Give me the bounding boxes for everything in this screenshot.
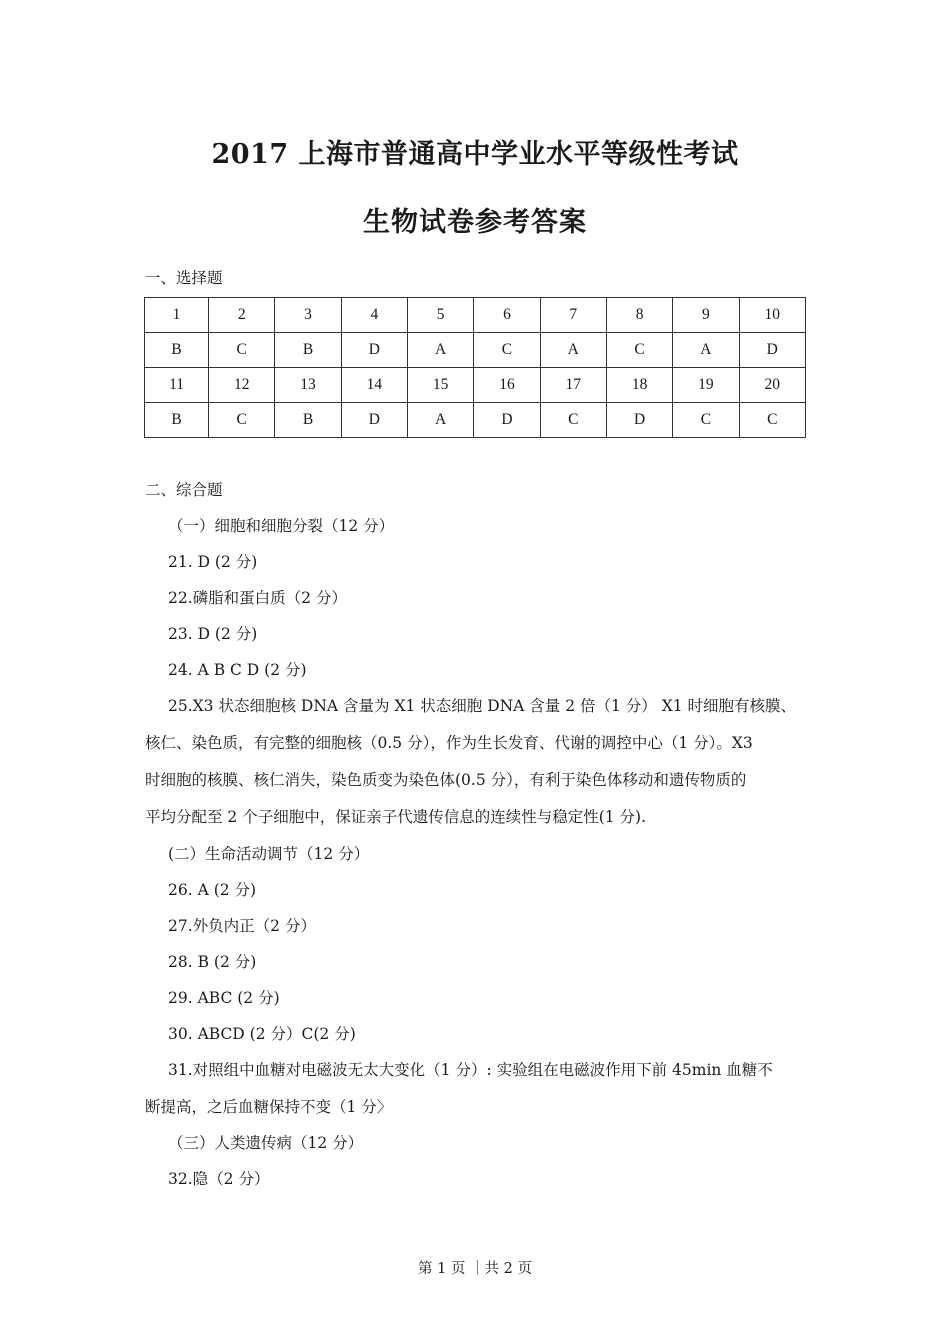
part-3-heading: （三）人类遗传病（12 分） — [168, 1134, 364, 1152]
answer-25-line-2: 核仁、染色质，有完整的细胞核（0.5 分），作为生长发育、代谢的调控中心（1 分）。X3 — [145, 734, 753, 752]
answer-23: 23. D (2 分) — [168, 625, 258, 643]
table-cell: C — [474, 333, 540, 368]
table-row — [145, 403, 806, 438]
answer-25-line-4: 平均分配至 2 个子细胞中，保证亲子代遗传信息的连续性与稳定性(1 分). — [145, 808, 647, 826]
answer-32: 32.隐（2 分） — [168, 1170, 270, 1188]
page-footer: 第 1 页 ｜共 2 页 — [418, 1261, 532, 1277]
table-cell: 12 — [209, 368, 275, 403]
table-cell: D — [739, 333, 805, 368]
table-cell: 17 — [540, 368, 606, 403]
table-cell: C — [540, 403, 606, 438]
answer-31-line-1: 31.对照组中血糖对电磁波无太大变化（1 分）: 实验组在电磁波作用下前 45min 血糖不 — [168, 1061, 773, 1079]
table-row — [145, 333, 806, 368]
part-2-heading: (二）生命活动调节（12 分） — [168, 845, 370, 863]
answer-25-line-1: 25.X3 状态细胞核 DNA 含量为 X1 状态细胞 DNA 含量 2 倍（1 分） X1 时细胞有核膜、 — [168, 697, 797, 715]
table-cell: 19 — [673, 368, 739, 403]
answer-27: 27.外负内正（2 分） — [168, 917, 316, 935]
table-cell: 20 — [739, 368, 805, 403]
table-cell: A — [673, 333, 739, 368]
table-cell: 14 — [341, 368, 407, 403]
table-cell: A — [408, 333, 474, 368]
table-cell: B — [275, 333, 341, 368]
answer-22: 22.磷脂和蛋白质（2 分） — [168, 589, 347, 607]
table-cell: 1 — [145, 298, 209, 333]
table-cell: D — [341, 333, 407, 368]
table-cell: B — [275, 403, 341, 438]
table-cell: D — [474, 403, 540, 438]
table-cell: D — [606, 403, 672, 438]
table-cell: C — [673, 403, 739, 438]
table-cell: 5 — [408, 298, 474, 333]
table-cell: C — [606, 333, 672, 368]
title-line-1: 2017 上海市普通高中学业水平等级性考试 — [211, 139, 739, 170]
table-cell: 7 — [540, 298, 606, 333]
table-cell: 18 — [606, 368, 672, 403]
table-row — [145, 298, 806, 333]
table-cell: 6 — [474, 298, 540, 333]
title-line-2: 生物试卷参考答案 — [363, 207, 587, 238]
table-cell: A — [408, 403, 474, 438]
answer-30: 30. ABCD (2 分）C(2 分) — [168, 1025, 356, 1043]
part-1-heading: （一）细胞和细胞分裂（12 分） — [168, 517, 395, 535]
table-cell: A — [540, 333, 606, 368]
table-cell: 8 — [606, 298, 672, 333]
answer-29: 29. ABC (2 分) — [168, 989, 280, 1007]
table-cell: 13 — [275, 368, 341, 403]
answer-table — [144, 297, 806, 438]
table-cell: B — [145, 403, 209, 438]
table-cell: C — [739, 403, 805, 438]
table-row — [145, 368, 806, 403]
table-cell: 4 — [341, 298, 407, 333]
table-cell: 16 — [474, 368, 540, 403]
table-cell: B — [145, 333, 209, 368]
table-cell: 11 — [145, 368, 209, 403]
table-cell: C — [209, 333, 275, 368]
table-cell: 3 — [275, 298, 341, 333]
answer-26: 26. A (2 分) — [168, 881, 257, 899]
table-cell: C — [209, 403, 275, 438]
table-cell: 10 — [739, 298, 805, 333]
answer-28: 28. B (2 分) — [168, 953, 257, 971]
table-cell: D — [341, 403, 407, 438]
table-cell: 9 — [673, 298, 739, 333]
table-cell: 15 — [408, 368, 474, 403]
section-comprehensive-heading: 二、综合题 — [145, 481, 223, 499]
answer-21: 21. D (2 分) — [168, 553, 258, 571]
section-choice-heading: 一、选择题 — [145, 269, 223, 287]
answer-24: 24. A B C D (2 分) — [168, 661, 307, 679]
answer-31-line-2: 断提高，之后血糖保持不变（1 分〉 — [145, 1098, 393, 1116]
table-cell: 2 — [209, 298, 275, 333]
answer-25-line-3: 时细胞的核膜、核仁消失，染色质变为染色体(0.5 分），有利于染色体移动和遗传物质的 — [145, 771, 747, 789]
